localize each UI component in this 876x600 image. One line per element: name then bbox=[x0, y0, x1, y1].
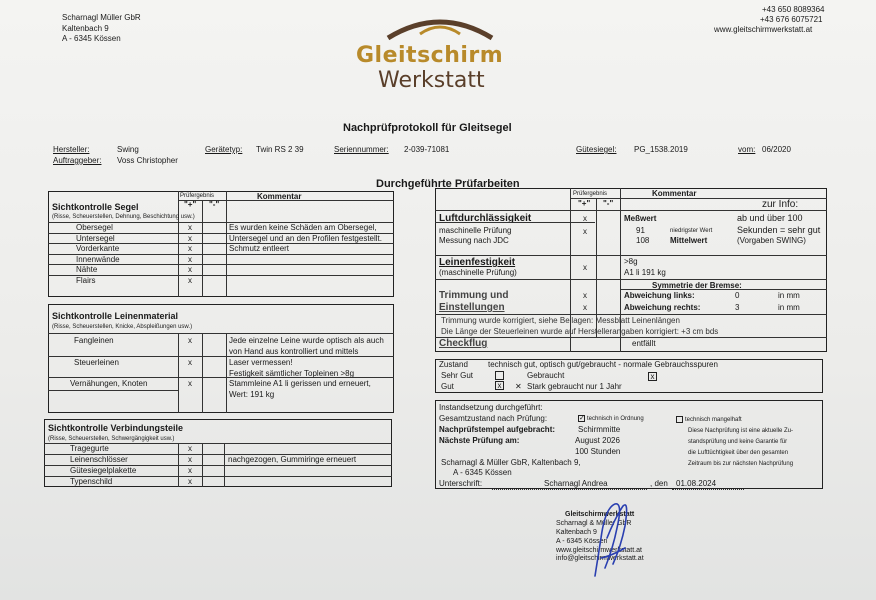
right-plus-header: "+" bbox=[578, 199, 591, 208]
unit-mm-2: in mm bbox=[778, 303, 800, 312]
disclaimer-1: Diese Nachprüfung ist eine aktuelle Zu- bbox=[688, 428, 794, 434]
abweichung-links-label: Abweichung links: bbox=[624, 291, 695, 300]
company-name: Scharnagl Müller GbR bbox=[62, 13, 141, 22]
messwert-value-2: 108 bbox=[636, 236, 650, 245]
checkflug-label: Checkflug bbox=[439, 338, 488, 349]
unit-mm-1: in mm bbox=[778, 291, 800, 300]
instand-title: Instandsetzung durchgeführt: bbox=[439, 403, 543, 412]
disclaimer-4: Zeitraum bis zur nächsten Nachprüfung bbox=[688, 461, 794, 467]
company-city: A - 6345 Kössen bbox=[62, 34, 121, 43]
naechste-label: Nächste Prüfung am: bbox=[439, 436, 520, 445]
left-minus-header: "-" bbox=[209, 200, 220, 209]
segel-title: Sichtkontrolle Segel bbox=[52, 202, 139, 212]
row-mark: x bbox=[188, 275, 192, 285]
doc-title: Nachprüfprotokoll für Gleitsegel bbox=[343, 122, 512, 134]
sehr-gut-checkbox[interactable] bbox=[495, 371, 504, 380]
zur-info-header: zur Info: bbox=[762, 199, 799, 210]
disclaimer-3: die Lufttüchtigkeit über den gesamten bbox=[688, 450, 789, 456]
naechste-value-1: August 2026 bbox=[575, 436, 620, 445]
row-mark: x bbox=[188, 254, 192, 264]
verbindung-title: Sichtkontrolle Verbindungsteile bbox=[48, 423, 184, 433]
gesamt-label: Gesamtzustand nach Prüfung: bbox=[439, 414, 548, 423]
left-plus-header: "+" bbox=[184, 200, 197, 209]
row-label: Innenwände bbox=[76, 254, 120, 264]
zustand-text: technisch gut, optisch gut/gebraucht - normale Gebrauchsspuren bbox=[488, 360, 718, 369]
geraetetyp-value: Twin RS 2 39 bbox=[256, 145, 304, 154]
row-mark: x bbox=[188, 466, 192, 475]
steuerleinen-comment: Festigkeit sämtlicher Topleinen >8g bbox=[229, 369, 355, 378]
niedrigster-wert-label: niedrigster Wert bbox=[670, 228, 713, 234]
seriennummer-label: Seriennummer: bbox=[334, 145, 389, 154]
handwritten-signature-icon bbox=[585, 498, 635, 578]
seriennummer-value: 2-039-71081 bbox=[404, 145, 450, 154]
trimmung-title-1: Trimmung und bbox=[439, 290, 509, 301]
row-label: Tragegurte bbox=[70, 444, 109, 453]
row-label: Flairs bbox=[76, 275, 96, 285]
gebraucht-checkbox[interactable]: x bbox=[648, 372, 657, 381]
in-ordnung-checkbox[interactable]: ✓ bbox=[579, 415, 585, 422]
row-comment: Es wurden keine Schäden am Obersegel, bbox=[229, 223, 377, 232]
row-label: Untersegel bbox=[76, 233, 115, 243]
vom-label: vom: bbox=[738, 145, 756, 154]
abweichung-rechts-value: 3 bbox=[735, 303, 740, 312]
zustand-label: Zustand bbox=[439, 360, 468, 369]
leinen-subtitle: (Risse, Scheuerstellen, Knicke, Abspleißungen usw.) bbox=[52, 324, 193, 330]
row-mark: x bbox=[188, 244, 192, 253]
section-title: Durchgeführte Prüfarbeiten bbox=[376, 178, 520, 190]
trimm-note-2: Die Länge der Steuerleinen wurde auf Herstellerangaben korrigiert: +3 cm bds bbox=[441, 327, 719, 336]
logo-text-2: Werkstatt bbox=[378, 68, 485, 93]
geraetetyp-label: Gerätetyp: bbox=[205, 145, 243, 154]
row-mark: x bbox=[188, 223, 192, 232]
gut-checkbox[interactable]: x bbox=[495, 381, 504, 390]
trimmung-mark-1: x bbox=[583, 291, 587, 300]
festigkeit-comment-2: A1 li 191 kg bbox=[624, 268, 666, 277]
segel-subtitle: (Risse, Scheuerstellen, Dehnung, Beschichtung usw.) bbox=[52, 214, 195, 220]
auftraggeber-value: Voss Christopher bbox=[117, 156, 178, 165]
disclaimer-2: standsprüfung und keine Garantie für bbox=[688, 439, 788, 445]
guetesiegel-value: PG_1538.2019 bbox=[634, 145, 688, 154]
website: www.gleitschirmwerkstatt.at bbox=[714, 25, 813, 34]
right-kommentar-header: Kommentar bbox=[652, 189, 697, 198]
fangleinen-comment-2: von Hand aus kontrolliert und mittels bbox=[229, 347, 359, 356]
phone-2: +43 676 6075721 bbox=[760, 15, 823, 24]
stamp-line-5: www.gleitschirmwerkstatt.at bbox=[556, 547, 642, 554]
company-street: Kaltenbach 9 bbox=[62, 24, 109, 33]
row-divider bbox=[48, 275, 394, 276]
stamp-line-1: Gleitschirmwerkstatt bbox=[565, 511, 635, 518]
info-1: ab und über 100 bbox=[737, 213, 803, 223]
stark-gebraucht-arrow-icon: ✕ bbox=[515, 382, 522, 391]
firma-line-1: Scharnagl & Müller GbR, Kaltenbach 9, bbox=[441, 458, 581, 467]
row-comment: Schmutz entleert bbox=[229, 244, 290, 253]
info-2: Sekunden = sehr gut bbox=[737, 225, 821, 235]
luft-sub-2: Messung nach JDC bbox=[439, 236, 509, 245]
festigkeit-mark: x bbox=[583, 263, 587, 272]
right-minus-header: "-" bbox=[603, 199, 614, 208]
row-mark: x bbox=[188, 265, 192, 274]
festigkeit-title: Leinenfestigkeit bbox=[439, 257, 516, 268]
trimmung-title-2: Einstellungen bbox=[439, 302, 505, 313]
symmetrie-label: Symmetrie der Bremse: bbox=[652, 281, 742, 290]
checkflug-value: entfällt bbox=[632, 339, 656, 348]
row-comment: nachgezogen, Gummiringe erneuert bbox=[228, 455, 357, 464]
sehr-gut-label: Sehr Gut bbox=[441, 371, 474, 380]
in-ordnung-label: technisch in Ordnung bbox=[587, 416, 644, 422]
abweichung-rechts-label: Abweichung rechts: bbox=[624, 303, 701, 312]
info-3: (Vorgaben SWING) bbox=[737, 236, 806, 245]
stempel-value: Schirmmitte bbox=[578, 425, 621, 434]
row-label: Nähte bbox=[76, 265, 98, 274]
gebraucht-label: Gebraucht bbox=[527, 371, 565, 380]
hersteller-label: Hersteller: bbox=[53, 145, 90, 154]
trimm-note-1: Trimmung wurde korrigiert, siehe Beilagen: Messblatt Leinenlängen bbox=[441, 316, 680, 325]
vernaehungen-comment-2: Wert: 191 kg bbox=[229, 390, 275, 399]
festigkeit-sub: (maschinelle Prüfung) bbox=[439, 268, 517, 277]
unterschrift-name: Scharnagl Andrea bbox=[544, 479, 608, 488]
messwert-label: Meßwert bbox=[624, 214, 657, 223]
vernaehungen-mark: x bbox=[188, 379, 192, 388]
row-label: Obersegel bbox=[76, 223, 113, 232]
row-divider bbox=[48, 264, 394, 265]
leinen-title: Sichtkontrolle Leinenmaterial bbox=[52, 311, 179, 321]
unterschrift-label: Unterschrift: bbox=[439, 479, 483, 488]
logo-text-1: Gleitschirm bbox=[356, 43, 504, 68]
mittelwert-label: Mittelwert bbox=[670, 236, 708, 245]
verbindung-subtitle: (Risse, Scheuerstellen, Schwergängigkeit usw.) bbox=[48, 436, 175, 442]
steuerleinen-label: Steuerleinen bbox=[74, 358, 119, 367]
gut-label: Gut bbox=[441, 382, 454, 391]
auftraggeber-label: Auftraggeber: bbox=[53, 156, 102, 165]
vom-value: 06/2020 bbox=[762, 145, 791, 154]
stamp-line-3: Kaltenbach 9 bbox=[556, 529, 597, 536]
luft-title: Luftdurchlässigkeit bbox=[439, 213, 532, 224]
hersteller-value: Swing bbox=[117, 145, 139, 154]
vernaehungen-label: Vernähungen, Knoten bbox=[70, 379, 148, 388]
abweichung-links-value: 0 bbox=[735, 291, 740, 300]
festigkeit-comment-1: >8g bbox=[624, 257, 638, 266]
luft-sub-1: maschinelle Prüfung bbox=[439, 226, 512, 235]
mangelhaft-checkbox[interactable] bbox=[676, 416, 683, 423]
row-mark: x bbox=[188, 477, 192, 486]
left-kommentar-header: Kommentar bbox=[257, 192, 302, 201]
row-mark: x bbox=[188, 444, 192, 453]
row-comment: Untersegel und an den Profilen festgestellt. bbox=[229, 233, 382, 243]
luft-mark-1: x bbox=[583, 214, 587, 223]
row-mark: x bbox=[188, 233, 192, 243]
phone-1: +43 650 8089364 bbox=[762, 5, 825, 14]
steuerleinen-mark: x bbox=[188, 358, 192, 367]
stark-gebraucht-label: Stark gebraucht nur 1 Jahr bbox=[527, 382, 622, 391]
fangleinen-label: Fangleinen bbox=[74, 336, 114, 345]
stamp-line-2: Scharnagl & Müller GbR bbox=[556, 520, 632, 527]
guetesiegel-label: Gütesiegel: bbox=[576, 145, 617, 154]
row-label: Leinenschlösser bbox=[70, 455, 128, 464]
fangleinen-mark: x bbox=[188, 336, 192, 345]
logo-arc-icon bbox=[380, 12, 500, 42]
fangleinen-comment-3: Laser vermessen! bbox=[229, 358, 293, 367]
vernaehungen-comment-1: Stammleine A1 li gerissen und erneuert, bbox=[229, 379, 371, 388]
stamp-line-6: info@gleitschirmwerkstatt.at bbox=[556, 555, 644, 562]
row-label: Vorderkante bbox=[76, 244, 120, 253]
naechste-value-2: 100 Stunden bbox=[575, 447, 621, 456]
firma-line-2: A - 6345 Kössen bbox=[453, 468, 512, 477]
luft-mark-2: x bbox=[583, 227, 587, 236]
stamp-line-4: A - 6345 Kössen bbox=[556, 538, 608, 545]
row-label: Typenschild bbox=[70, 477, 113, 486]
right-pruefergebnis-label: Prüfergebnis bbox=[573, 191, 608, 197]
fangleinen-comment-1: Jede einzelne Leine wurde optisch als auch bbox=[229, 336, 384, 345]
datum-value: 01.08.2024 bbox=[676, 479, 717, 488]
den-label: , den bbox=[650, 479, 668, 488]
mangelhaft-label: technisch mangelhaft bbox=[685, 417, 742, 423]
trimmung-mark-2: x bbox=[583, 303, 587, 312]
stempel-label: Nachprüfstempel aufgebracht: bbox=[439, 425, 556, 434]
left-pruefergebnis-label: Prüfergebnis bbox=[180, 193, 215, 199]
row-label: Gütesiegelplakette bbox=[70, 466, 137, 475]
messwert-value-1: 91 bbox=[636, 226, 645, 235]
row-mark: x bbox=[188, 455, 192, 464]
